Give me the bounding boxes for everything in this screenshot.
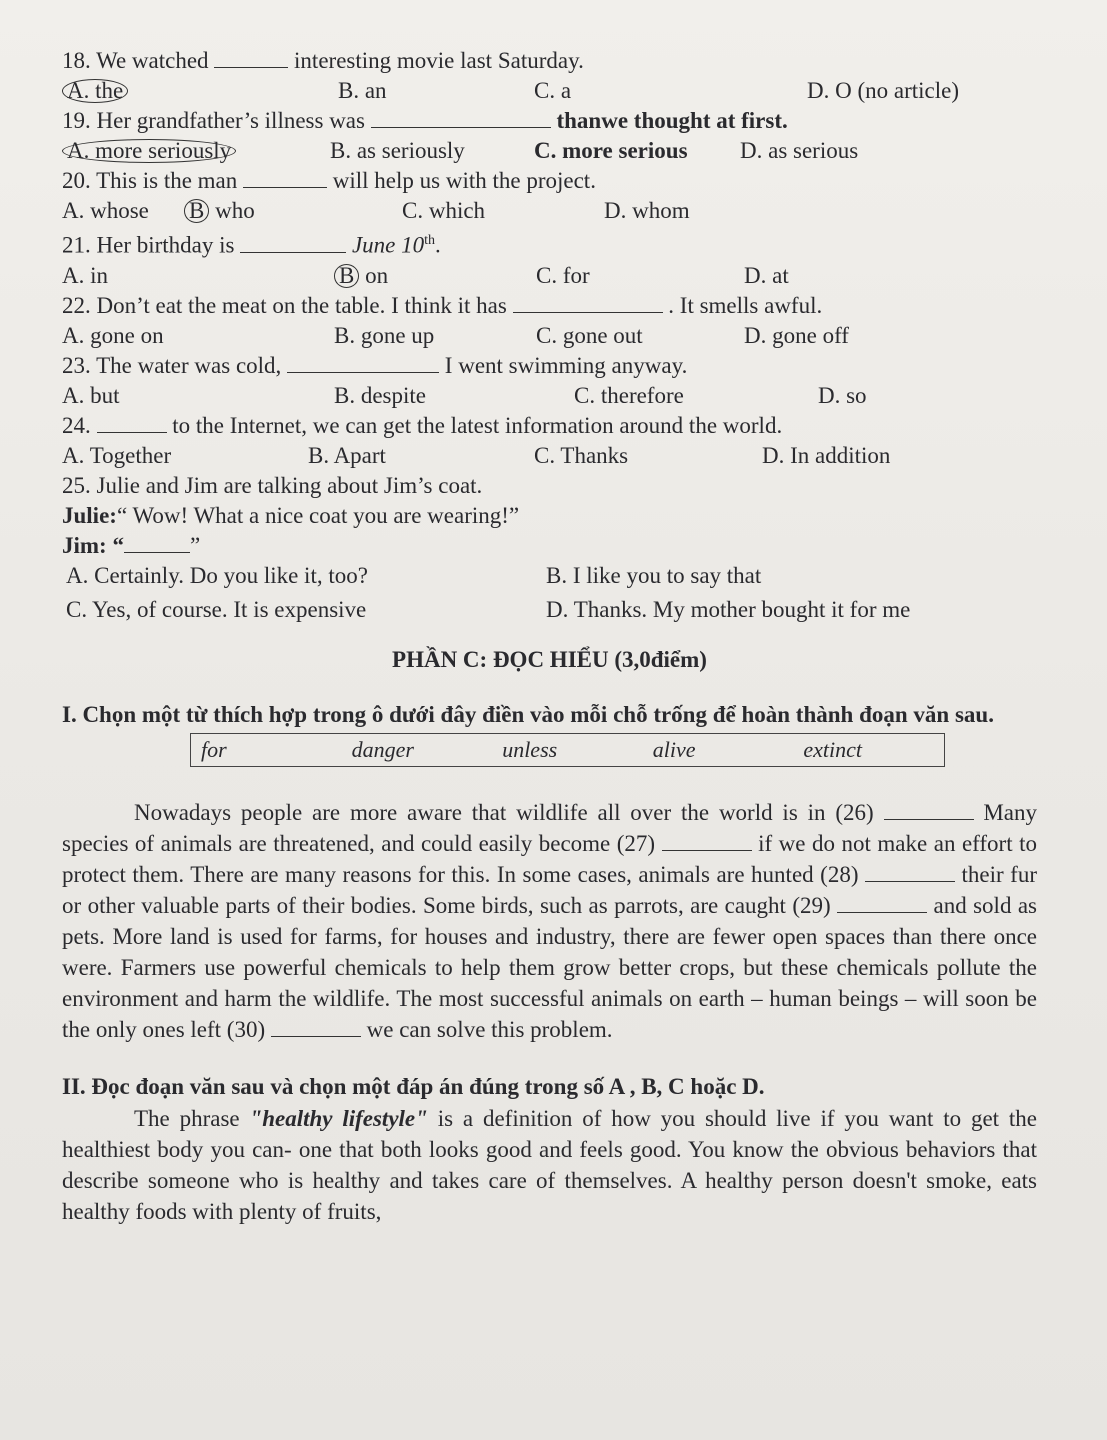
q21-ordinal-suffix: th bbox=[424, 233, 436, 248]
q18-option-a[interactable]: A. the bbox=[62, 79, 128, 103]
q18-option-c[interactable]: C. a bbox=[534, 78, 572, 103]
q19-option-a[interactable]: A. more seriously bbox=[62, 139, 236, 163]
section-c-title: PHẦN C: ĐỌC HIỂU (3,0điểm) bbox=[392, 646, 707, 672]
q21-option-b-text: on bbox=[365, 262, 389, 288]
q19-option-b[interactable]: B. as seriously bbox=[330, 138, 465, 163]
q22-stem-end: . It smells awful. bbox=[668, 292, 823, 318]
q19-stem-end: thanwe thought at first. bbox=[556, 108, 788, 133]
q22-option-b[interactable]: B. gone up bbox=[334, 322, 435, 348]
q21-option-b[interactable] bbox=[334, 261, 388, 291]
passage-part-6: we can solve this problem. bbox=[366, 1016, 613, 1042]
q24-option-d[interactable]: D. In addition bbox=[762, 442, 891, 468]
q20-stem-end: will help us with the project. bbox=[332, 168, 596, 193]
q25-option-a[interactable]: A. Certainly. Do you like it, too? bbox=[66, 562, 368, 588]
question-18 bbox=[62, 46, 1037, 76]
q23-option-b[interactable]: B. despite bbox=[334, 382, 426, 408]
word-bank-item-4: alive bbox=[652, 736, 696, 762]
blank-26[interactable] bbox=[884, 801, 974, 820]
q24-stem-end: to the Internet, we can get the latest information around the world. bbox=[172, 412, 783, 438]
blank-29[interactable] bbox=[837, 894, 927, 913]
passage-2-intro: The phrase bbox=[134, 1105, 250, 1131]
word-bank-item-5: extinct bbox=[803, 736, 863, 762]
word-bank-item-3: unless bbox=[502, 736, 558, 762]
q23-stem-start: 23. The water was cold, bbox=[62, 352, 282, 378]
q18-stem-start: 18. We watched bbox=[62, 48, 209, 73]
q25-blank[interactable] bbox=[124, 532, 190, 553]
passage-part-3: if we do not make an effort to protect them. There are many reasons for this. In some cases, animals are hunted (28) bbox=[62, 830, 1038, 887]
q19-blank[interactable] bbox=[371, 107, 551, 128]
word-bank-item-1: for bbox=[201, 736, 227, 762]
q21-stem-start: 21. Her birthday is bbox=[62, 232, 235, 258]
blank-30[interactable] bbox=[271, 1018, 361, 1037]
q24-options bbox=[62, 441, 1037, 471]
q25-jim-end: ” bbox=[189, 532, 201, 558]
q21-option-b-letter: B bbox=[334, 264, 359, 288]
q20-option-d[interactable]: D. whom bbox=[604, 198, 690, 223]
q25-option-b[interactable]: B. I like you to say that bbox=[546, 562, 762, 588]
q21-option-a[interactable]: A. in bbox=[62, 262, 108, 288]
q19-option-c[interactable]: C. more serious bbox=[534, 138, 688, 163]
part-1-instruction: I. Chọn một từ thích hợp trong ô dưới đây điền vào mỗi chỗ trống để hoàn thành đoạn văn sau. bbox=[62, 701, 994, 727]
q20-option-b[interactable] bbox=[184, 196, 255, 226]
q20-stem-start: 20. This is the man bbox=[62, 168, 238, 193]
passage-part-1: Nowadays people are more aware that wildlife all over the world is in (26) bbox=[134, 799, 874, 825]
healthy-lifestyle-passage bbox=[62, 1103, 1037, 1227]
q18-option-d[interactable]: D. O (no article) bbox=[807, 78, 959, 103]
q18-stem-end: interesting movie last Saturday. bbox=[294, 48, 584, 73]
q22-option-a[interactable]: A. gone on bbox=[62, 322, 164, 348]
q19-option-d[interactable]: D. as serious bbox=[740, 138, 859, 163]
question-23 bbox=[62, 351, 1037, 381]
question-21 bbox=[62, 226, 1037, 261]
q20-blank[interactable] bbox=[243, 167, 327, 188]
question-25: 25. Julie and Jim are talking about Jim’s coat. bbox=[62, 472, 483, 498]
wildlife-passage bbox=[62, 797, 1037, 1045]
passage-part-2: Many species of animals are threatened, and could easily become (27) bbox=[62, 799, 1038, 856]
passage-part-5: and sold as pets. More land is used for farms, for houses and industry, there are fewer open spaces than there once were. Farmers use powerful chemicals to help them grow better crops, but these chemicals pollute the environment and harm the wildlife. The most successful animals on earth – human beings – will soon be the only ones left (30) bbox=[62, 892, 1038, 1042]
q21-option-d[interactable]: D. at bbox=[744, 262, 789, 288]
blank-28[interactable] bbox=[865, 863, 955, 882]
passage-2-body: is a definition of how you should live if you want to get the healthiest body you can- one that both looks good and feels good. You know the obvious behaviors that describe someone who is healthy and takes care of themselves. A healthy person doesn't smoke, eats healthy foods with plenty of fruits, bbox=[62, 1105, 1037, 1224]
q18-blank[interactable] bbox=[214, 47, 288, 68]
q25-options-row-2 bbox=[62, 595, 1037, 625]
question-19 bbox=[62, 106, 1037, 136]
q25-jim-line bbox=[62, 531, 1037, 561]
q20-options bbox=[62, 196, 1037, 226]
part-2-instruction: II. Đọc đoạn văn sau và chọn một đáp án đúng trong số A , B, C hoặc D. bbox=[62, 1073, 765, 1099]
q22-option-c[interactable]: C. gone out bbox=[536, 322, 643, 348]
q24-blank[interactable] bbox=[97, 412, 167, 433]
q25-julie-text: “ Wow! What a nice coat you are wearing!” bbox=[116, 502, 520, 528]
q19-options bbox=[62, 136, 1037, 166]
q22-stem-start: 22. Don’t eat the meat on the table. I think it has bbox=[62, 292, 507, 318]
q23-options bbox=[62, 381, 1037, 411]
q25-julie-line bbox=[62, 501, 1037, 531]
q25-option-c[interactable]: C. Yes, of course. It is expensive bbox=[66, 596, 367, 622]
q20-option-b-text: who bbox=[215, 198, 255, 223]
q22-option-d[interactable]: D. gone off bbox=[744, 322, 849, 348]
q20-option-b-letter: B bbox=[184, 199, 209, 223]
q24-option-a[interactable]: A. Together bbox=[62, 442, 172, 468]
q22-options bbox=[62, 321, 1037, 351]
q23-blank[interactable] bbox=[287, 352, 439, 373]
q23-stem-end: I went swimming anyway. bbox=[444, 352, 688, 378]
q23-option-c[interactable]: C. therefore bbox=[574, 382, 684, 408]
question-22 bbox=[62, 291, 1037, 321]
q21-option-c[interactable]: C. for bbox=[536, 262, 590, 288]
q24-stem-start: 24. bbox=[62, 412, 91, 438]
passage-part-4: their fur or other valuable parts of their bodies. Some birds, such as parrots, are caught (29) bbox=[62, 861, 1037, 918]
q23-option-d[interactable]: D. so bbox=[818, 382, 867, 408]
q24-option-c[interactable]: C. Thanks bbox=[534, 442, 629, 468]
blank-27[interactable] bbox=[662, 832, 752, 851]
word-bank-item-2: danger bbox=[351, 736, 414, 762]
q21-stem-end: June 10 bbox=[351, 232, 425, 258]
q19-stem-start: 19. Her grandfather’s illness was bbox=[62, 108, 365, 133]
q20-option-c[interactable]: C. which bbox=[402, 198, 486, 223]
q23-option-a[interactable]: A. but bbox=[62, 382, 120, 408]
word-bank bbox=[190, 733, 945, 767]
q25-jim-label: Jim: “ bbox=[62, 532, 124, 558]
q25-options-row-1 bbox=[62, 561, 1037, 591]
q25-option-d[interactable]: D. Thanks. My mother bought it for me bbox=[546, 596, 911, 622]
q18-options bbox=[62, 76, 1037, 106]
question-24 bbox=[62, 411, 1037, 441]
q25-julie-label: Julie: bbox=[62, 502, 117, 528]
q22-blank[interactable] bbox=[513, 292, 663, 313]
passage-2-phrase: "healthy lifestyle" bbox=[249, 1105, 428, 1131]
q18-option-b[interactable]: B. an bbox=[338, 78, 387, 103]
q20-option-a[interactable]: A. whose bbox=[62, 198, 149, 223]
q21-options bbox=[62, 261, 1037, 291]
q24-option-b[interactable]: B. Apart bbox=[308, 442, 386, 468]
q21-stem-period: . bbox=[435, 232, 441, 258]
question-20 bbox=[62, 166, 1037, 196]
q21-blank[interactable] bbox=[240, 232, 346, 253]
